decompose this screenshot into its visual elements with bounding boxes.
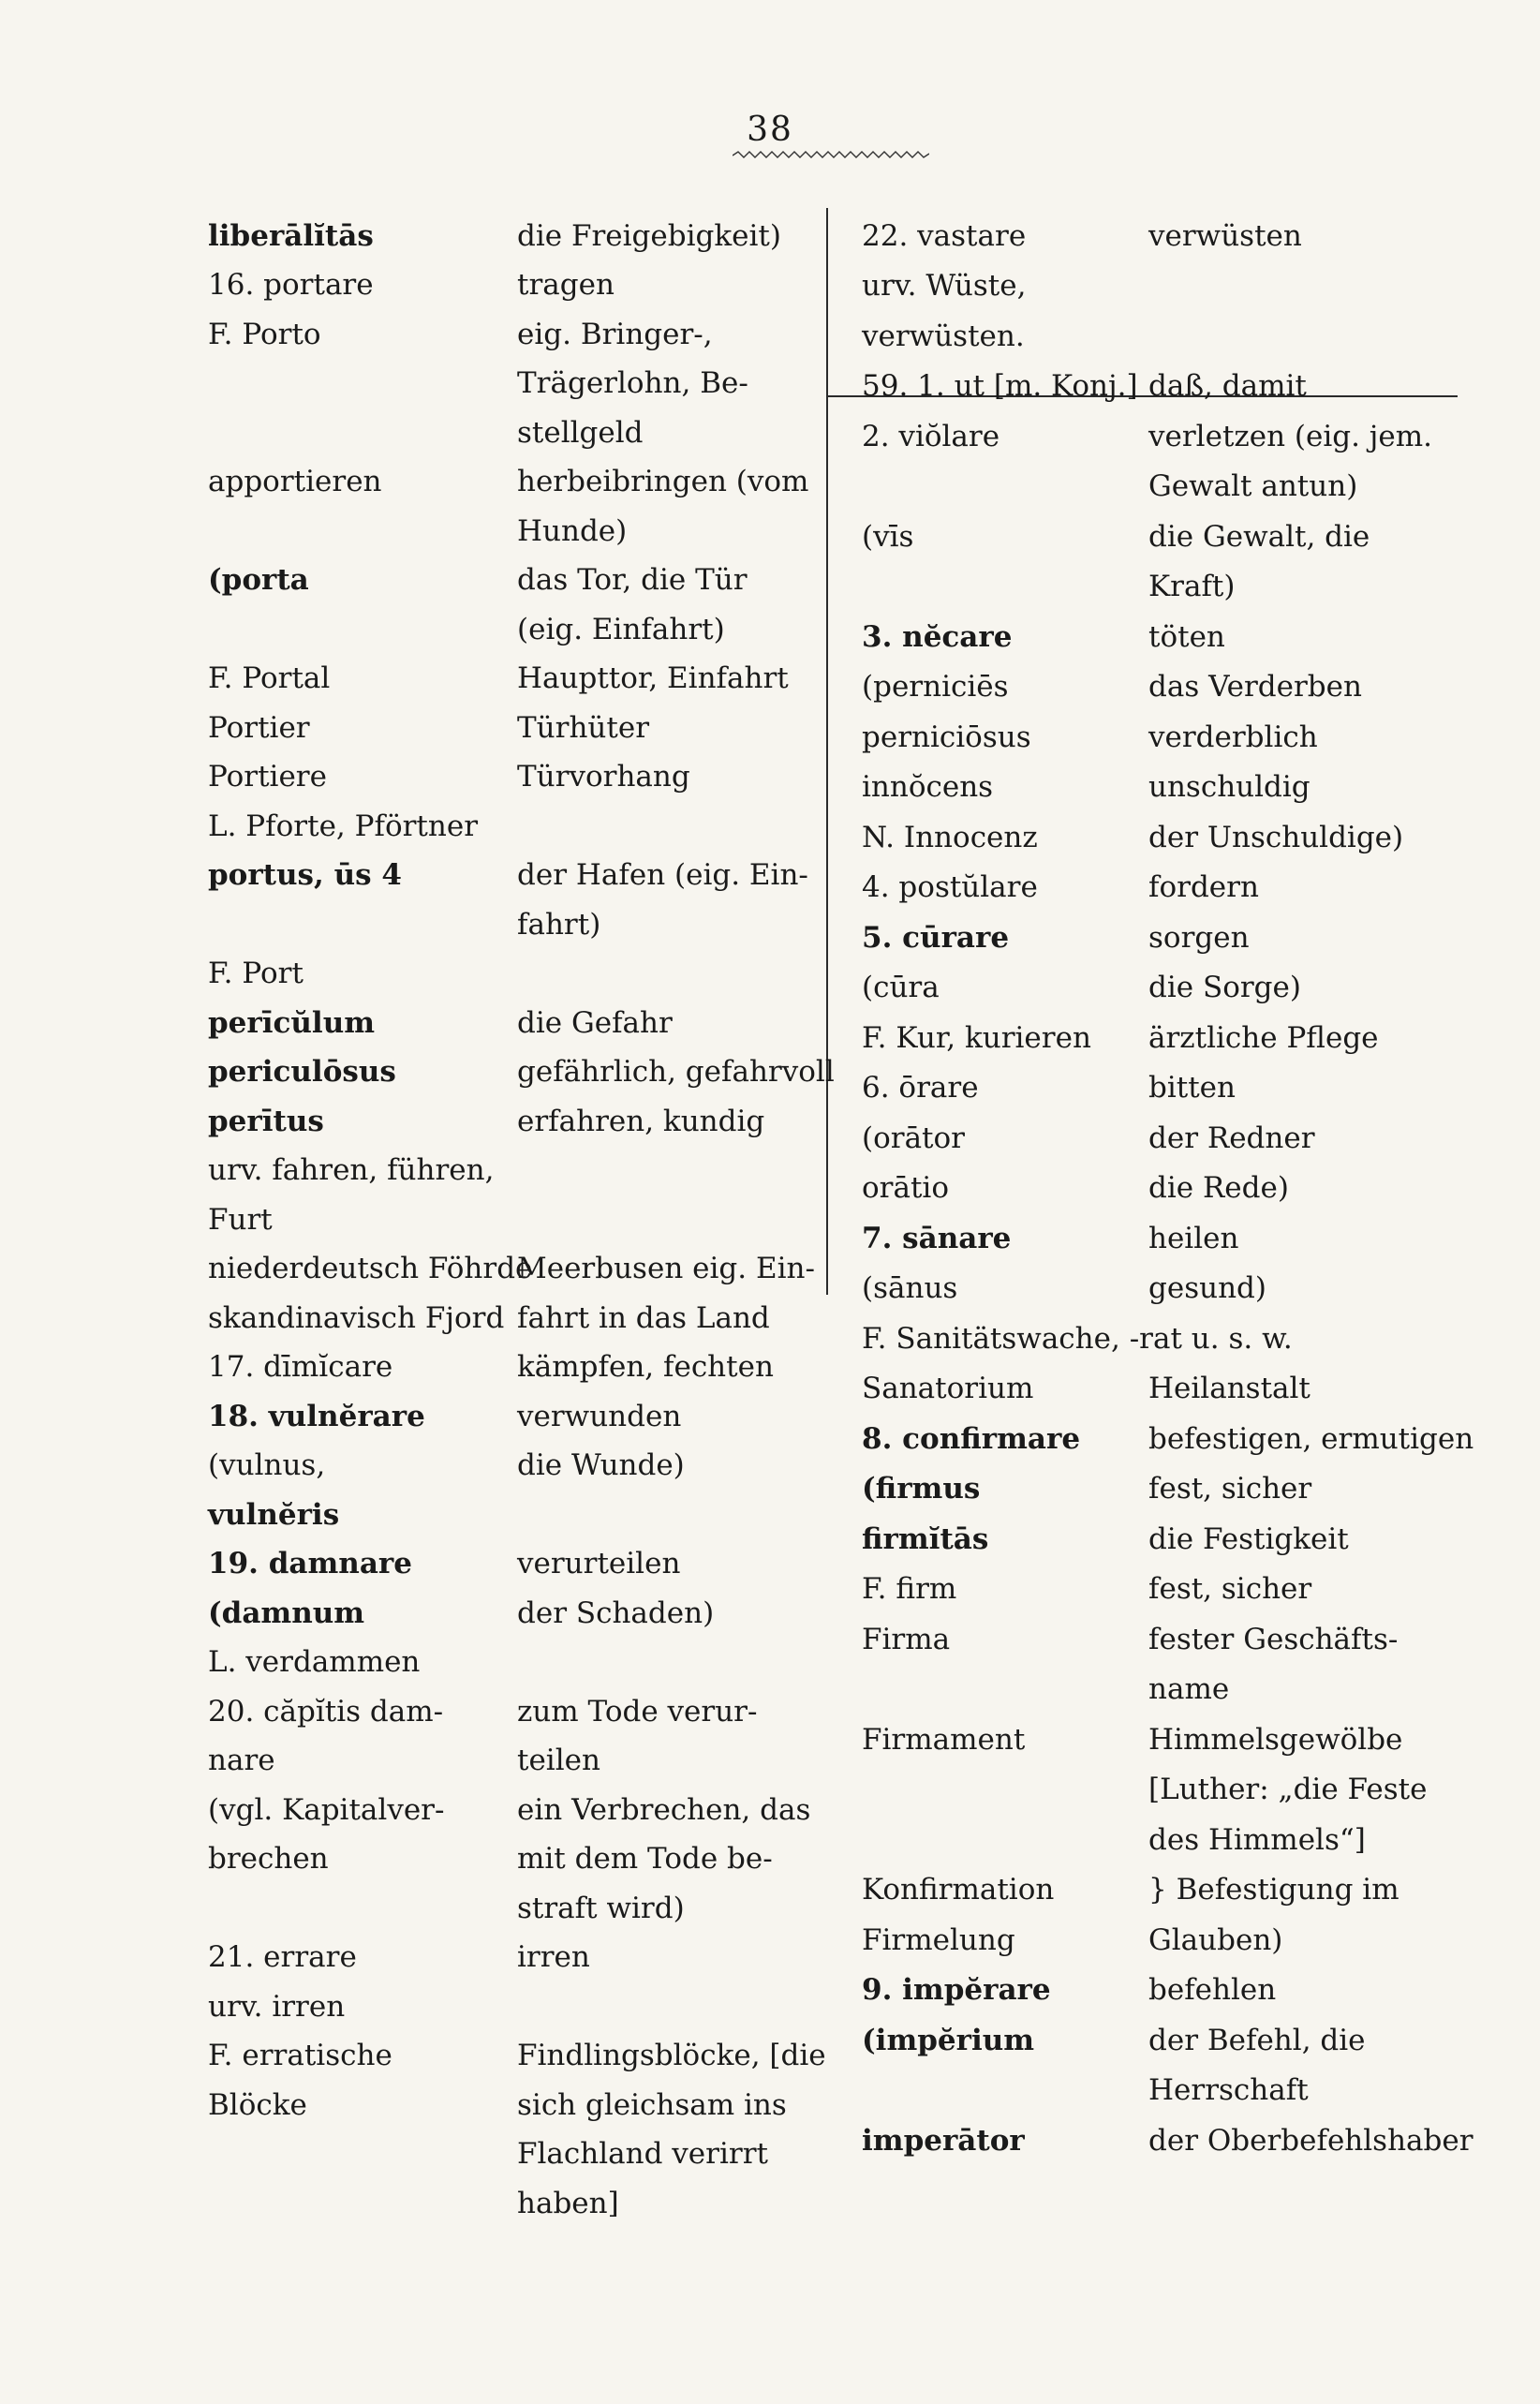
latin-term: 59. 1. ut [m. Konj.]: [862, 369, 1138, 403]
german-meaning: Gewalt antun): [1148, 469, 1358, 503]
latin-term: (impĕrium: [862, 2023, 1035, 2057]
latin-term: Firmament: [862, 1722, 1026, 1757]
german-meaning: Trägerlohn, Be-: [517, 366, 748, 400]
page-number-ornament: [733, 150, 929, 161]
latin-term: perītus: [208, 1104, 324, 1138]
latin-term: F. Porto: [208, 317, 321, 351]
latin-term: 18. vulnĕrare: [208, 1399, 425, 1433]
latin-term: 19. damnare: [208, 1547, 412, 1580]
german-meaning: kämpfen, fechten: [517, 1350, 774, 1384]
latin-term: urv. Wüste,: [862, 269, 1027, 303]
german-meaning: tragen: [517, 268, 615, 302]
latin-term: F. firm: [862, 1572, 957, 1606]
german-meaning: der Schaden): [517, 1595, 715, 1630]
german-meaning: fordern: [1148, 870, 1259, 904]
german-meaning: Glauben): [1148, 1922, 1283, 1957]
latin-term: portus, ūs 4: [208, 858, 402, 892]
german-meaning: des Himmels“]: [1148, 1822, 1366, 1857]
latin-term: (cūra: [862, 971, 940, 1004]
latin-term: verwüsten.: [862, 319, 1025, 353]
latin-term: liberālĭtās: [208, 218, 374, 253]
german-meaning: fahrt): [517, 907, 601, 942]
german-meaning: der Unschuldige): [1148, 820, 1404, 854]
latin-term: niederdeutsch Föhrde: [208, 1252, 533, 1285]
latin-term: F. Kur, kurieren: [862, 1020, 1091, 1055]
latin-term: skandinavisch Fjord: [208, 1300, 505, 1335]
german-meaning: } Befestigung im: [1148, 1873, 1399, 1907]
german-meaning: name: [1148, 1672, 1230, 1706]
german-meaning: gesund): [1148, 1271, 1266, 1305]
german-meaning: stellgeld: [517, 415, 644, 450]
german-meaning: das Tor, die Tür: [517, 563, 748, 597]
latin-term: 22. vastare: [862, 218, 1027, 253]
german-meaning: befestigen, ermutigen: [1148, 1421, 1474, 1456]
german-meaning: Türvorhang: [517, 760, 690, 794]
german-meaning: die Gefahr: [517, 1005, 673, 1040]
latin-term: Firma: [862, 1622, 951, 1656]
latin-term: perniciōsus: [862, 720, 1031, 754]
german-meaning: Türhüter: [517, 710, 650, 745]
latin-term: brechen: [208, 1842, 329, 1876]
german-meaning: verwunden: [517, 1399, 682, 1433]
german-meaning: Kraft): [1148, 570, 1236, 603]
latin-term: L. verdammen: [208, 1645, 421, 1679]
latin-term: urv. fahren, führen,: [208, 1153, 495, 1187]
latin-term: (vgl. Kapitalver-: [208, 1792, 445, 1827]
german-meaning: der Befehl, die: [1148, 2023, 1366, 2057]
latin-term: L. Pforte, Pförtner: [208, 809, 479, 843]
german-meaning: der Oberbefehlshaber: [1148, 2123, 1473, 2158]
latin-term: apportieren: [208, 465, 382, 498]
latin-term: Blöcke: [208, 2087, 307, 2122]
german-meaning: fahrt in das Land: [517, 1300, 770, 1335]
latin-term: Furt: [208, 1202, 273, 1237]
german-meaning: Haupttor, Einfahrt: [517, 661, 789, 695]
latin-term: 4. postŭlare: [862, 870, 1038, 904]
latin-term: (firmus: [862, 1472, 981, 1506]
latin-term: 21. errare: [208, 1940, 357, 1974]
german-meaning: fest, sicher: [1148, 1472, 1312, 1506]
latin-term: 3. nĕcare: [862, 619, 1013, 654]
page-number: 38: [747, 111, 793, 149]
german-meaning: ein Verbrechen, das: [517, 1792, 811, 1827]
german-meaning: verurteilen: [517, 1547, 681, 1580]
german-meaning: die Gewalt, die: [1148, 519, 1370, 554]
german-meaning: fest, sicher: [1148, 1572, 1312, 1606]
german-meaning: bitten: [1148, 1071, 1236, 1105]
german-meaning: der Redner: [1148, 1120, 1315, 1155]
latin-term: imperātor: [862, 2123, 1025, 2158]
german-meaning: gefährlich, gefahrvoll: [517, 1055, 835, 1089]
latin-term: (vulnus,: [208, 1448, 326, 1482]
latin-term: (damnum: [208, 1595, 365, 1630]
german-meaning: zum Tode verur-: [517, 1694, 758, 1729]
german-meaning: erfahren, kundig: [517, 1104, 765, 1138]
latin-term: 6. ōrare: [862, 1071, 979, 1105]
german-meaning: heilen: [1148, 1221, 1239, 1255]
latin-term: 17. dīmĭcare: [208, 1350, 393, 1384]
german-meaning: sich gleichsam ins: [517, 2087, 787, 2122]
latin-term: 5. cūrare: [862, 920, 1010, 955]
german-meaning: die Sorge): [1148, 971, 1301, 1004]
german-meaning: daß, damit: [1148, 369, 1307, 403]
german-meaning: [Luther: „die Feste: [1148, 1773, 1428, 1806]
latin-term: urv. irren: [208, 1989, 346, 2024]
german-meaning: die Rede): [1148, 1171, 1289, 1205]
german-meaning: Hunde): [517, 513, 628, 548]
latin-term: 2. viŏlare: [862, 419, 1000, 453]
german-meaning: Heilanstalt: [1148, 1372, 1310, 1405]
latin-term: F. Port: [208, 957, 304, 990]
column-divider: [826, 208, 828, 1295]
latin-term: F. erratische: [208, 2039, 392, 2072]
latin-term: innŏcens: [862, 770, 994, 804]
latin-term: (perniciēs: [862, 670, 1009, 704]
german-meaning: eig. Bringer-,: [517, 317, 713, 351]
german-meaning: irren: [517, 1940, 590, 1974]
german-meaning: verderblich: [1148, 720, 1318, 754]
latin-term: 7. sānare: [862, 1221, 1012, 1255]
german-meaning: Himmelsgewölbe: [1148, 1722, 1403, 1757]
german-meaning: verwüsten: [1148, 218, 1302, 253]
german-meaning: teilen: [517, 1744, 600, 1777]
german-meaning: (eig. Einfahrt): [517, 612, 725, 646]
latin-term: Firmelung: [862, 1922, 1015, 1957]
latin-term: nare: [208, 1744, 275, 1777]
german-meaning: ärztliche Pflege: [1148, 1020, 1379, 1055]
latin-term: N. Innocenz: [862, 820, 1038, 854]
german-meaning: töten: [1148, 619, 1225, 654]
latin-term: 8. confirmare: [862, 1421, 1081, 1456]
latin-term: (sānus: [862, 1271, 958, 1305]
german-meaning: Flachland verirrt: [517, 2137, 768, 2171]
german-meaning: Findlingsblöcke, [die: [517, 2039, 826, 2072]
latin-term: vulnĕris: [208, 1497, 340, 1532]
latin-term: 16. portare: [208, 268, 374, 302]
german-meaning: die Wunde): [517, 1448, 685, 1482]
latin-term: Portier: [208, 710, 310, 745]
latin-term: 20. căpĭtis dam-: [208, 1694, 444, 1729]
german-meaning: das Verderben: [1148, 670, 1362, 704]
german-meaning: die Freigebigkeit): [517, 218, 781, 253]
german-meaning: die Festigkeit: [1148, 1521, 1349, 1556]
latin-term: 9. impĕrare: [862, 1973, 1051, 2007]
german-meaning: herbeibringen (vom: [517, 465, 809, 498]
latin-term: Sanatorium: [862, 1372, 1034, 1405]
german-meaning: Herrschaft: [1148, 2073, 1309, 2107]
latin-term: Portiere: [208, 760, 327, 794]
latin-term: firmĭtās: [862, 1521, 989, 1556]
german-meaning: haben]: [517, 2186, 619, 2220]
latin-term: orātio: [862, 1171, 949, 1205]
latin-term: (porta: [208, 563, 309, 597]
latin-term: periculōsus: [208, 1055, 396, 1089]
latin-term: F. Portal: [208, 661, 331, 695]
latin-term: (vīs: [862, 519, 914, 554]
german-meaning: befehlen: [1148, 1973, 1277, 2007]
latin-term: perīcŭlum: [208, 1005, 376, 1040]
german-meaning: fester Geschäfts-: [1148, 1622, 1399, 1656]
latin-term: (orātor: [862, 1120, 965, 1155]
latin-term: F. Sanitätswache, -rat u. s. w.: [862, 1321, 1293, 1356]
german-meaning: verletzen (eig. jem.: [1148, 419, 1433, 453]
latin-term: Konfirmation: [862, 1873, 1055, 1907]
german-meaning: der Hafen (eig. Ein-: [517, 858, 808, 892]
german-meaning: unschuldig: [1148, 770, 1310, 804]
german-meaning: sorgen: [1148, 920, 1250, 955]
german-meaning: mit dem Tode be-: [517, 1842, 773, 1876]
german-meaning: Meerbusen eig. Ein-: [517, 1252, 815, 1285]
german-meaning: straft wird): [517, 1891, 685, 1925]
